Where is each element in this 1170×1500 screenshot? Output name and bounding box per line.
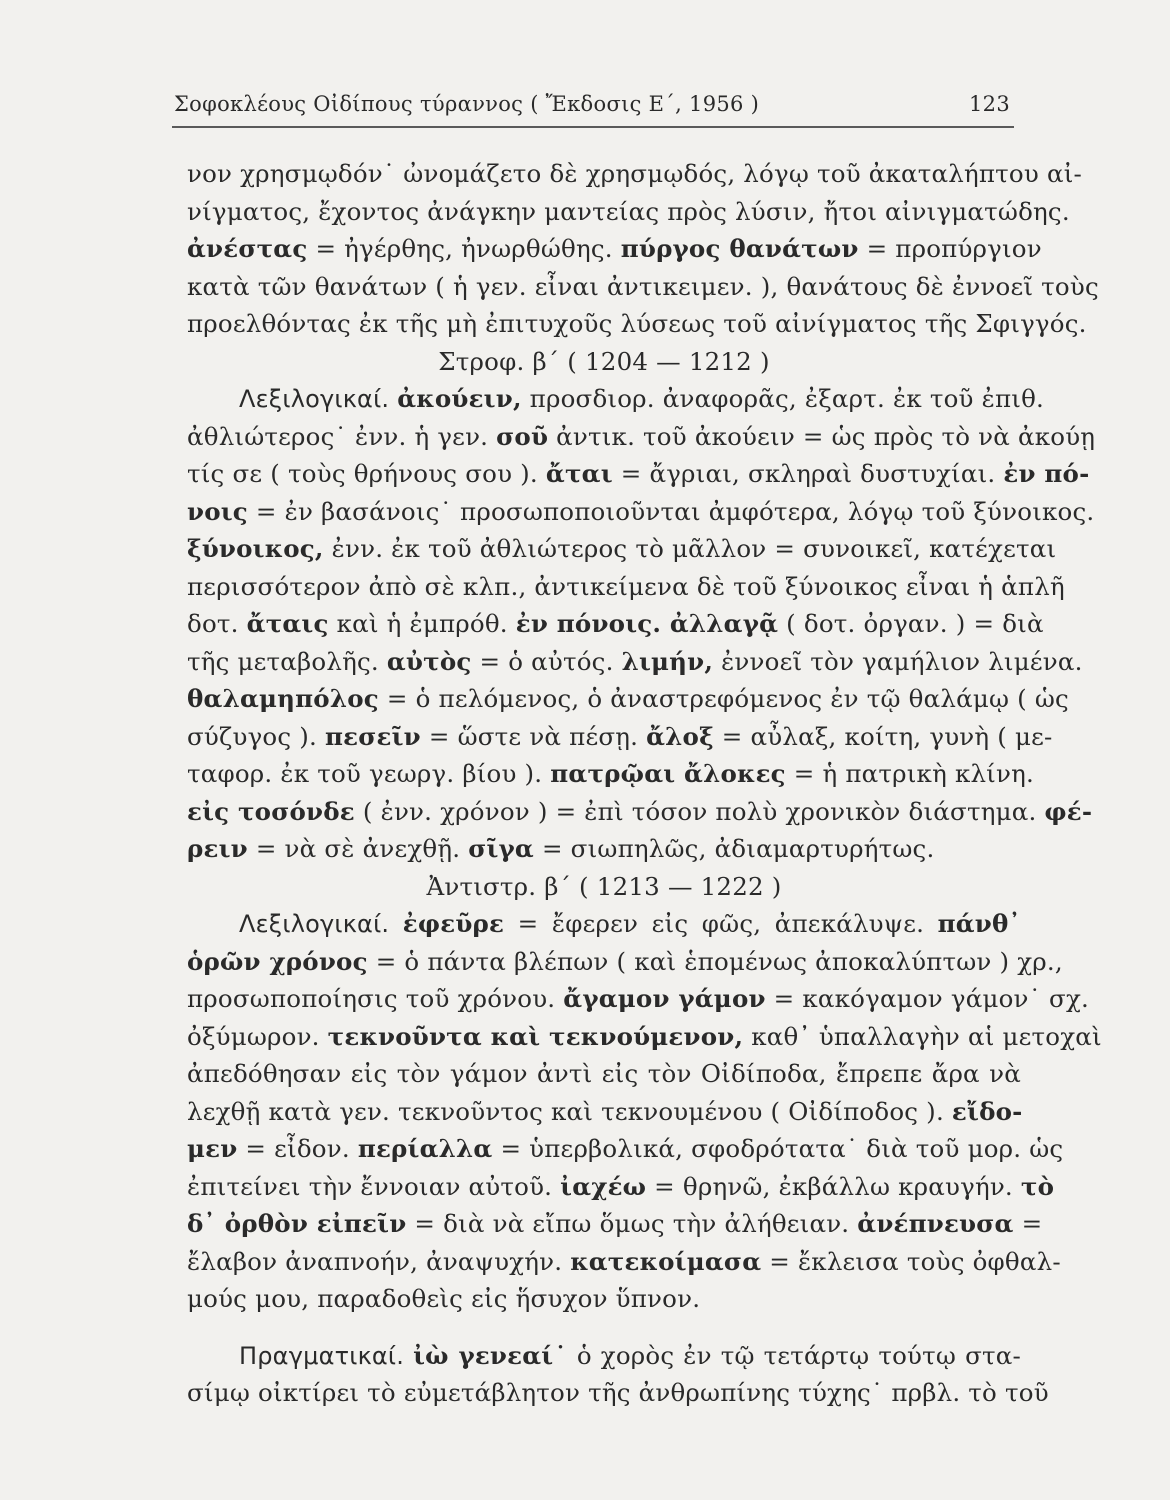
text-line: νοις = ἐν βασάνοις˙ προσωποποιοῦνται ἀμφότερα, λόγῳ τοῦ ξύνοικος. (187, 496, 1095, 526)
text-line: νον χρησμῳδόν˙ ὠνομάζετο δὲ χρησμῳδός, λόγῳ τοῦ ἀκαταλήπτου αἰ- (187, 159, 1082, 188)
text-line: Λεξιλογικαί. ἐφεῦρε = ἔφερεν εἰς φῶς, ἀπεκάλυψε. πάνθ᾽ (239, 909, 1021, 938)
commentary-text (187, 155, 1102, 1412)
text-line: ἀθλιώτερος˙ ἐνν. ἡ γεν. σοῦ ἀντικ. τοῦ ἀκούειν = ὡς πρὸς τὸ νὰ ἀκούῃ (187, 421, 1096, 451)
text-line: ἀνέστας = ἠγέρθης, ἠνωρθώθης. πύργος θανάτων = προπύργιον (187, 234, 1042, 263)
text-line: ἐπιτείνει τὴν ἔννοιαν αὐτοῦ. ἰαχέω = θρηνῶ, ἐκβάλλω κραυγήν. τὸ (187, 1171, 1055, 1201)
header-title: Σοφοκλέους Οἰδίπους τύραννος ( Ἔκδοσις Ε΄, 1956 ) (174, 92, 760, 116)
text-line: νίγματος, ἔχοντος ἀνάγκην μαντείας πρὸς λύσιν, ἤτοι αἰνιγματώδης. (187, 196, 1070, 226)
text-line: τῆς μεταβολῆς. αὐτὸς = ὁ αὐτός. λιμήν, ἐννοεῖ τὸν γαμήλιον λιμένα. (187, 646, 1083, 676)
text-line: θαλαμηπόλος = ὁ πελόμενος, ὁ ἀναστρεφόμενος ἐν τῷ θαλάμῳ ( ὡς (187, 684, 1069, 713)
text-line: εἰς τοσόνδε ( ἐνν. χρόνον ) = ἐπὶ τόσον πολὺ χρονικὸν διάστημα. φέ- (187, 796, 1093, 826)
page-number: 123 (969, 92, 1010, 116)
header-rule (172, 126, 1014, 128)
text-line: σύζυγος ). πεσεῖν = ὥστε νὰ πέσῃ. ἄλοξ = αὖλαξ, κοίτη, γυνὴ ( με- (187, 721, 1053, 751)
text-line: ἀπεδόθησαν εἰς τὸν γάμον ἀντὶ εἰς τὸν Οἰδίποδα, ἔπρεπε ἄρα νὰ (187, 1059, 1021, 1088)
text-line: σίμῳ οἰκτίρει τὸ εὐμετάβλητον τῆς ἀνθρωπίνης τύχης˙ πρβλ. τὸ τοῦ (187, 1378, 1049, 1407)
section-heading-antistrophe: Ἀντιστρ. β΄ ( 1213 — 1222 ) (426, 871, 782, 901)
text-line: ὀξύμωρον. τεκνοῦντα καὶ τεκνούμενον, καθ᾽ ὑπαλλαγὴν αἱ μετοχαὶ (187, 1021, 1102, 1051)
paragraph-gap (187, 1318, 1021, 1337)
text-line: δ᾽ ὀρθὸν εἰπεῖν = διὰ νὰ εἴπω ὅμως τὴν ἀλήθειαν. ἀνέπνευσα = (187, 1209, 1043, 1238)
text-line: ξύνοικος, ἐνν. ἐκ τοῦ ἀθλιώτερος τὸ μᾶλλον = συνοικεῖ, κατέχεται (187, 534, 1057, 563)
text-line: μούς μου, παραδοθεὶς εἰς ἥσυχον ὕπνον. (187, 1284, 701, 1313)
text-line: ρειν = νὰ σὲ ἀνεχθῇ. σῖγα = σιωπηλῶς, ἀδιαμαρτυρήτως. (187, 834, 935, 863)
text-line: περισσότερον ἀπὸ σὲ κλπ., ἀντικείμενα δὲ τοῦ ξύνοικος εἶναι ἡ ἁπλῆ (187, 571, 1065, 601)
text-line: μεν = εἶδον. περίαλλα = ὑπερβολικά, σφοδρότατα˙ διὰ τοῦ μορ. ὡς (187, 1134, 1064, 1163)
text-line: ταφορ. ἐκ τοῦ γεωργ. βίου ). πατρῷαι ἄλοκες = ἡ πατρικὴ κλίνη. (187, 759, 1034, 788)
section-heading-strophe: Στροφ. β΄ ( 1204 — 1212 ) (438, 346, 770, 376)
text-line: Πραγματικαί. ἰὼ γενεαί˙ ὁ χορὸς ἐν τῷ τετάρτῳ τούτῳ στα- (239, 1340, 1021, 1370)
running-header (174, 92, 1010, 116)
text-line: προσωποποίησις τοῦ χρόνου. ἄγαμον γάμον = κακόγαμον γάμον˙ σχ. (187, 984, 1090, 1013)
text-line: Λεξιλογικαί. ἀκούειν, προσδιορ. ἀναφορᾶς, ἐξαρτ. ἐκ τοῦ ἐπιθ. (239, 384, 1045, 413)
text-line: ἔλαβον ἀναπνοήν, ἀναψυχήν. κατεκοίμασα = ἔκλεισα τοὺς ὀφθαλ- (187, 1246, 1061, 1276)
text-line: λεχθῇ κατὰ γεν. τεκνοῦντος καὶ τεκνουμένου ( Οἰδίποδος ). εἴδο- (187, 1096, 1023, 1126)
text-line: ὁρῶν χρόνος = ὁ πάντα βλέπων ( καὶ ἑπομένως ἀποκαλύπτων ) χρ., (187, 946, 1063, 976)
text-line: κατὰ τῶν θανάτων ( ἡ γεν. εἶναι ἀντικειμεν. ), θανάτους δὲ ἐννοεῖ τοὺς (187, 271, 1099, 301)
text-line: τίς σε ( τοὺς θρήνους σου ). ἄται = ἄγριαι, σκληραὶ δυστυχίαι. ἐν πό- (187, 459, 1090, 488)
text-line: προελθόντας ἐκ τῆς μὴ ἐπιτυχοῦς λύσεως τοῦ αἰνίγματος τῆς Σφιγγός. (187, 309, 1087, 338)
text-line: δοτ. ἄταις καὶ ἡ ἐμπρόθ. ἐν πόνοις. ἀλλαγᾷ ( δοτ. ὀργαν. ) = διὰ (187, 609, 1044, 638)
